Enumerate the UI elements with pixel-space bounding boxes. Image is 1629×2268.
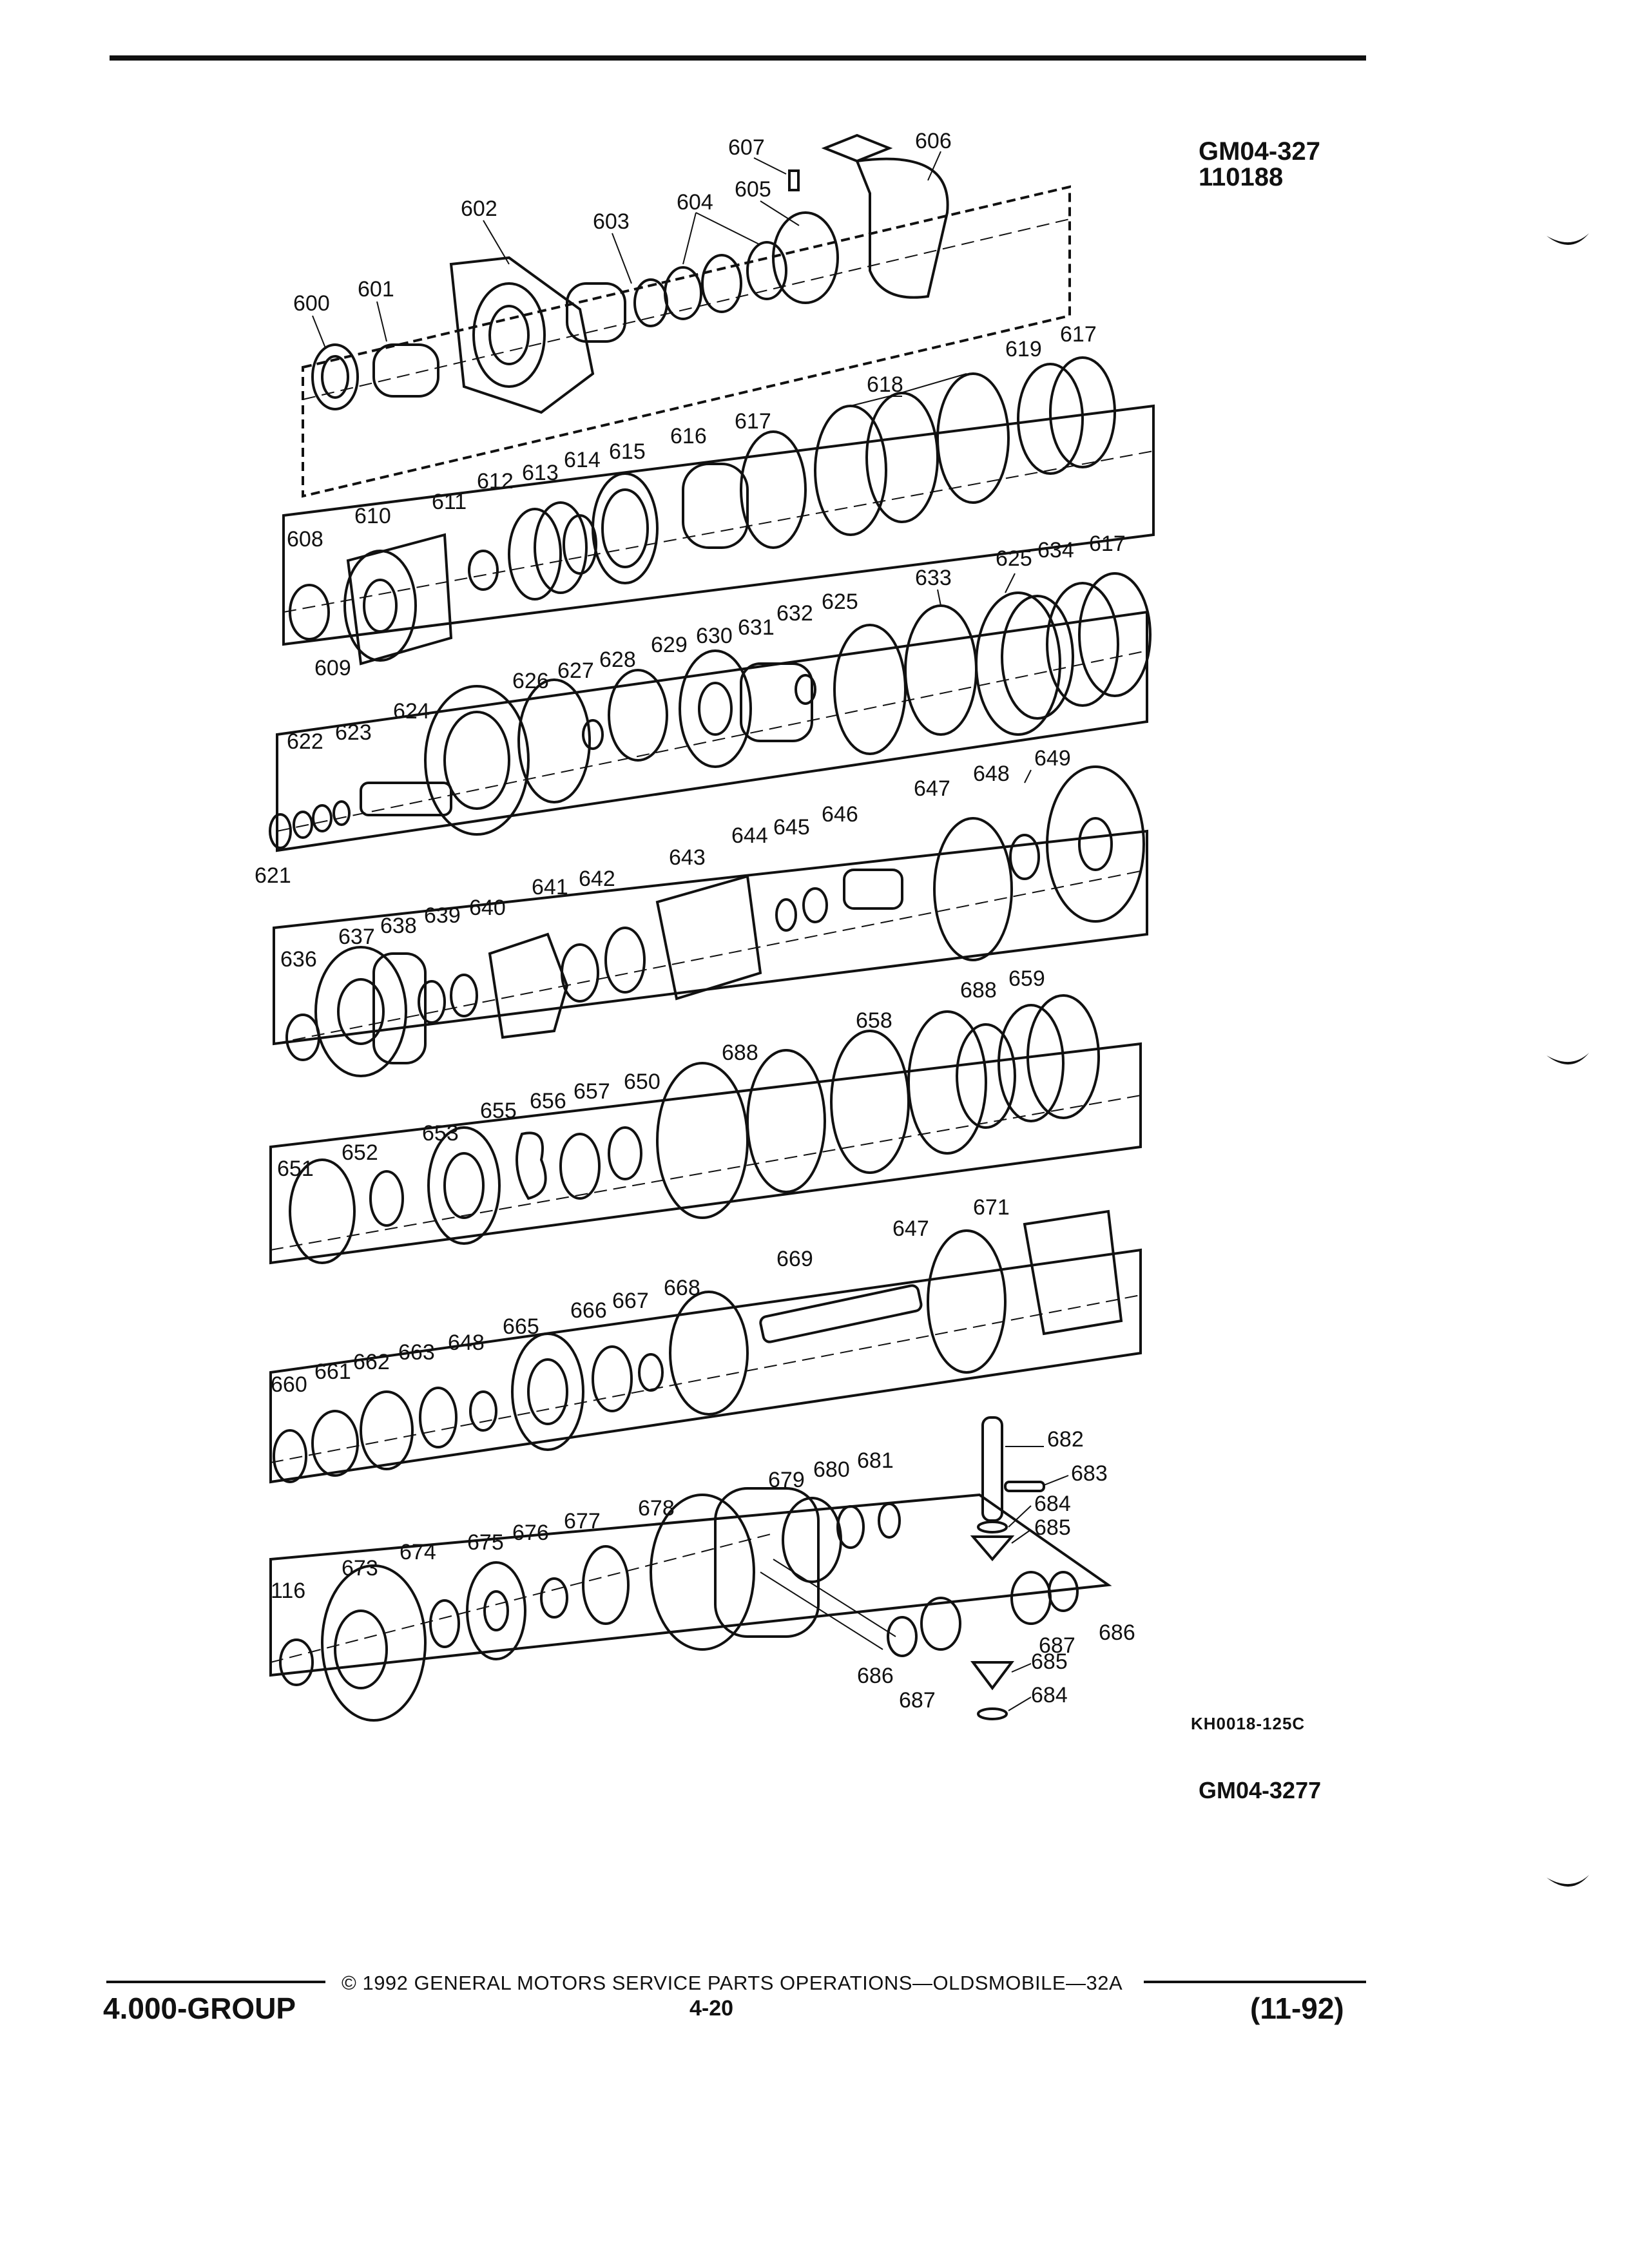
callout-label: 676	[512, 1521, 549, 1545]
axis-row-1	[303, 219, 1070, 399]
callout-label: 662	[353, 1350, 390, 1374]
callout-label: 680	[813, 1457, 850, 1482]
callout-label: 682	[1047, 1427, 1084, 1452]
callout-label: 641	[532, 875, 568, 899]
panel-row-5	[271, 1044, 1141, 1263]
callout-label: 673	[342, 1556, 378, 1581]
callout-label: 681	[857, 1448, 894, 1473]
callout-label: 648	[448, 1331, 485, 1355]
callout-label: 669	[776, 1247, 813, 1271]
callout-label: 644	[731, 823, 768, 848]
callout-label: 656	[530, 1089, 566, 1113]
callout-label: 607	[728, 135, 765, 160]
callout-label: 601	[358, 277, 394, 302]
copyright-notice: © 1992 GENERAL MOTORS SERVICE PARTS OPERATIONS—OLDSMOBILE—32A	[342, 1972, 1123, 1994]
callout-label: 632	[776, 601, 813, 626]
callout-label: 678	[638, 1496, 675, 1521]
page-number: 4-20	[689, 1996, 734, 2021]
callout-label: 642	[579, 867, 615, 891]
callout-label: 648	[973, 762, 1010, 786]
callout-label: 639	[424, 903, 461, 928]
callout-label: 640	[469, 896, 506, 920]
callout-label: 658	[856, 1008, 892, 1033]
group-number: 4.000-GROUP	[103, 1992, 296, 2025]
callout-label: 646	[822, 802, 858, 827]
callout-label: 624	[393, 699, 430, 724]
callout-label: 675	[467, 1530, 504, 1555]
callout-label: 650	[624, 1070, 660, 1094]
callout-label: 605	[735, 177, 771, 202]
callout-label: 647	[892, 1216, 929, 1241]
callout-label: 684	[1031, 1683, 1068, 1707]
callout-label: 608	[287, 527, 323, 552]
callout-label: 629	[651, 633, 688, 657]
callout-label: 636	[280, 947, 317, 972]
callout-label: 634	[1037, 538, 1074, 562]
callout-label: 674	[400, 1540, 436, 1564]
callout-label: 615	[609, 439, 646, 464]
callout-label: 623	[335, 720, 372, 745]
callout-label: 625	[822, 590, 858, 614]
footer-rule-right	[1144, 1981, 1366, 1983]
callout-label: 671	[973, 1195, 1010, 1220]
callout-label: 651	[277, 1157, 314, 1181]
callout-label: 604	[677, 190, 713, 215]
callout-label: 657	[574, 1079, 610, 1104]
callout-label: 638	[380, 914, 417, 938]
callout-label: 684	[1034, 1492, 1071, 1516]
callout-label: 637	[338, 925, 375, 949]
panel-row-2	[284, 406, 1153, 644]
callout-label: 685	[1034, 1515, 1071, 1540]
callout-label: 659	[1008, 966, 1045, 991]
callout-label: 663	[398, 1340, 435, 1365]
callout-label: 647	[914, 776, 950, 801]
callout-label: 679	[768, 1468, 805, 1492]
callout-label: 652	[342, 1140, 378, 1165]
callout-label: 653	[422, 1121, 459, 1146]
panel-row-1	[303, 187, 1070, 496]
callout-label: 609	[314, 656, 351, 680]
callout-label: 618	[867, 372, 903, 397]
callout-label: 666	[570, 1298, 607, 1323]
callout-label: 688	[960, 978, 997, 1003]
callout-label: 617	[735, 409, 771, 434]
callout-label: 687	[899, 1688, 936, 1713]
drawing-code: KH0018-125C	[1191, 1714, 1306, 1733]
callout-label: 660	[271, 1372, 307, 1397]
callout-label: 649	[1034, 746, 1071, 771]
callout-label: 602	[461, 197, 497, 221]
callout-label: 617	[1089, 532, 1126, 556]
footer-rule-left	[106, 1981, 325, 1983]
callout-label: 685	[1031, 1649, 1068, 1674]
callout-label: 661	[314, 1360, 351, 1384]
callout-label: 619	[1005, 337, 1042, 361]
callout-label: 625	[996, 546, 1032, 571]
axis-row-5	[271, 1095, 1141, 1250]
callout-label: 616	[670, 424, 707, 448]
callout-label: 645	[773, 815, 810, 840]
callout-label: 655	[480, 1099, 517, 1123]
callout-label: 677	[564, 1509, 601, 1533]
callout-label: 668	[664, 1276, 700, 1300]
callout-label: 686	[1099, 1620, 1135, 1645]
callout-label: 686	[857, 1664, 894, 1688]
drawing-date-code: 110188	[1199, 163, 1284, 191]
callout-label: 611	[432, 490, 467, 514]
callout-label: 665	[503, 1314, 539, 1339]
callout-label: 628	[599, 648, 636, 672]
callout-label: 627	[557, 658, 594, 683]
callout-label: 617	[1060, 322, 1097, 347]
callout-label: 116	[271, 1579, 306, 1603]
callout-label: 626	[512, 669, 549, 693]
callout-label: 683	[1071, 1461, 1108, 1486]
callout-label: 621	[255, 863, 291, 888]
callout-label: 614	[564, 448, 601, 472]
callout-label: 631	[738, 615, 775, 640]
callout-label: 610	[354, 504, 391, 528]
revision-date: (11-92)	[1250, 1992, 1344, 2025]
callout-label: 622	[287, 729, 323, 754]
callout-label: 606	[915, 129, 952, 153]
callout-label: 613	[522, 461, 559, 485]
callout-label: 612	[477, 469, 514, 494]
callout-label: 600	[293, 291, 330, 316]
callout-label: 667	[612, 1289, 649, 1313]
callout-label: 688	[722, 1041, 758, 1065]
callout-label: 633	[915, 566, 952, 590]
callout-label: 603	[593, 209, 630, 234]
figure-id: GM04-3277	[1199, 1777, 1322, 1803]
axis-row-6	[271, 1295, 1141, 1463]
drawing-id: GM04-327	[1199, 137, 1320, 166]
callout-label: 630	[696, 624, 733, 648]
callout-label: 643	[669, 845, 706, 870]
callout-label: 687	[1039, 1633, 1075, 1658]
